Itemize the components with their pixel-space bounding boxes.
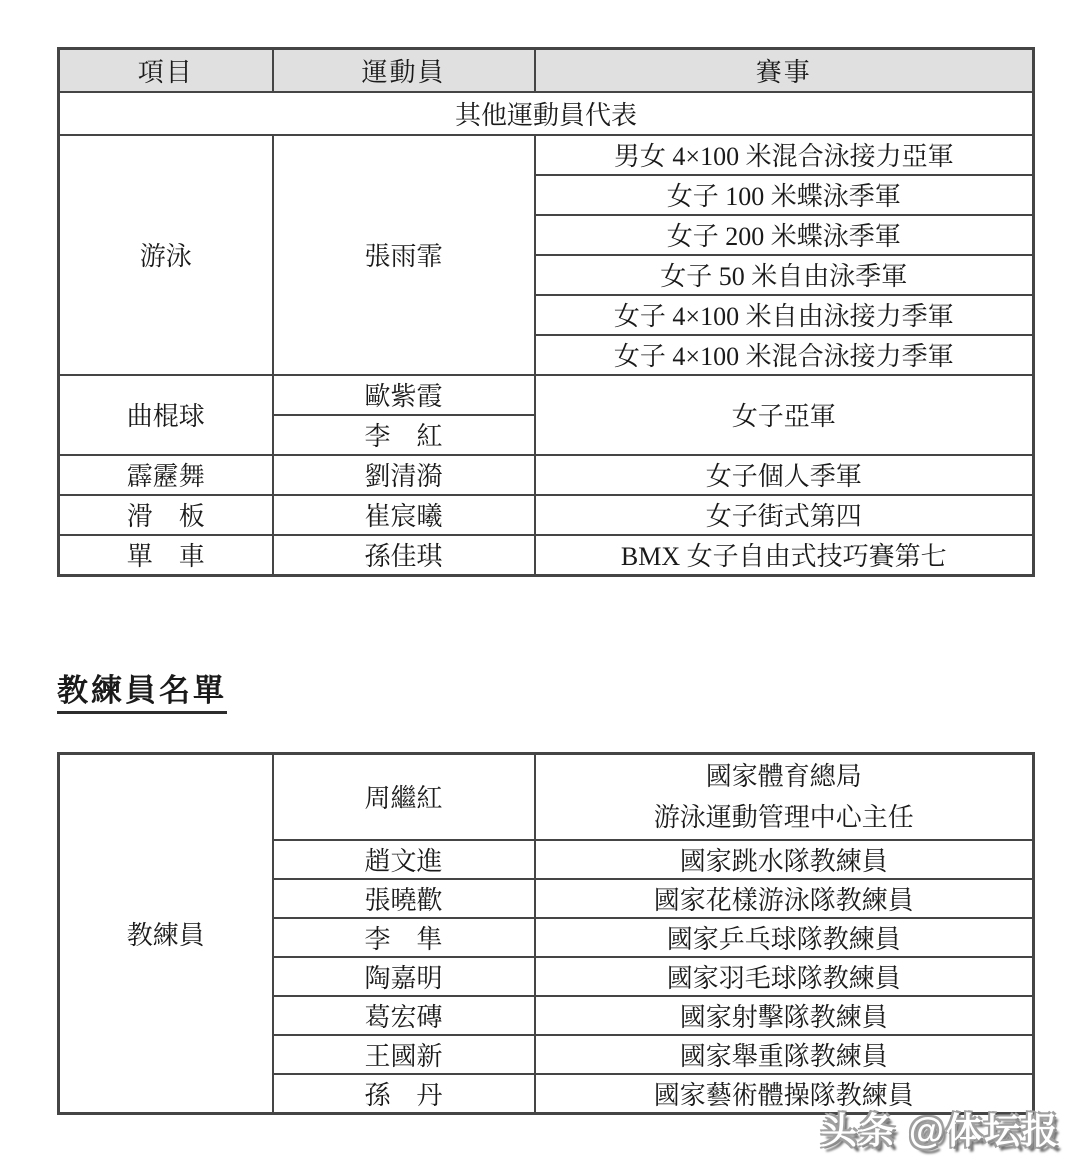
header-event: 賽事 <box>535 49 1034 92</box>
sport-cycling: 單 車 <box>59 535 273 576</box>
table-row <box>59 754 1034 840</box>
table-row <box>59 375 1034 415</box>
sport-skateboard: 滑 板 <box>59 495 273 535</box>
coach-desc-cell: 國家跳水隊教練員 <box>535 840 1034 879</box>
event-cell: 女子 100 米蝶泳季軍 <box>535 175 1034 215</box>
athlete-li-hong: 李 紅 <box>273 415 535 455</box>
coach-desc-line: 國家體育總局 <box>705 761 862 791</box>
sport-hockey: 曲棍球 <box>59 375 273 455</box>
coach-sun-dan: 孫 丹 <box>273 1074 535 1114</box>
table-header-row <box>59 49 1034 92</box>
event-cell: 女子亞軍 <box>535 375 1034 455</box>
coaches-table <box>57 752 1035 1115</box>
coach-desc-cell: 國家射擊隊教練員 <box>535 996 1034 1035</box>
event-cell: 女子街式第四 <box>535 495 1034 535</box>
coach-desc-cell: 國家乒乓球隊教練員 <box>535 918 1034 957</box>
role-label: 教練員 <box>59 754 273 1114</box>
table-row <box>59 455 1034 495</box>
coach-zhou-jihong: 周繼紅 <box>273 754 535 840</box>
athlete-liu-qingyi: 劉清漪 <box>273 455 535 495</box>
header-athlete: 運動員 <box>273 49 535 92</box>
coach-zhang-xiaohuan: 張曉歡 <box>273 879 535 918</box>
toutiao-watermark: 头条 @体坛报 <box>820 1110 1060 1151</box>
table-row <box>59 135 1034 175</box>
coach-desc-cell: 國家羽毛球隊教練員 <box>535 957 1034 996</box>
coach-desc-cell: 國家舉重隊教練員 <box>535 1035 1034 1074</box>
sport-breaking: 霹靂舞 <box>59 455 273 495</box>
coach-li-sun: 李 隼 <box>273 918 535 957</box>
coach-desc-cell: 國家藝術體操隊教練員 <box>535 1074 1034 1114</box>
coach-tao-jiaming: 陶嘉明 <box>273 957 535 996</box>
coach-zhao-wenjin: 趙文進 <box>273 840 535 879</box>
event-cell: 女子 4×100 米自由泳接力季軍 <box>535 295 1034 335</box>
sport-swimming: 游泳 <box>59 135 273 375</box>
event-cell: 女子 200 米蝶泳季軍 <box>535 215 1034 255</box>
event-cell: 女子 4×100 米混合泳接力季軍 <box>535 335 1034 375</box>
coach-desc-line: 游泳運動管理中心主任 <box>653 802 914 832</box>
section-row-label: 其他運動員代表 <box>59 92 1034 135</box>
event-cell: 女子個人季軍 <box>535 455 1034 495</box>
event-cell: BMX 女子自由式技巧賽第七 <box>535 535 1034 576</box>
athlete-zhang-yufei: 張雨霏 <box>273 135 535 375</box>
coach-desc-cell <box>535 754 1034 840</box>
athletes-table <box>57 47 1035 577</box>
coach-wang-guoxin: 王國新 <box>273 1035 535 1074</box>
table-row <box>59 495 1034 535</box>
athlete-sun-jiaqi: 孫佳琪 <box>273 535 535 576</box>
athlete-ou-zixia: 歐紫霞 <box>273 375 535 415</box>
section-row <box>59 92 1034 135</box>
coaches-section-title: 教練員名單 <box>57 674 227 714</box>
coach-desc-cell: 國家花樣游泳隊教練員 <box>535 879 1034 918</box>
coach-ge-hongzhuan: 葛宏磚 <box>273 996 535 1035</box>
event-cell: 女子 50 米自由泳季軍 <box>535 255 1034 295</box>
table-row <box>59 535 1034 576</box>
header-sport: 項目 <box>59 49 273 92</box>
athlete-cui-chenxi: 崔宸曦 <box>273 495 535 535</box>
event-cell: 男女 4×100 米混合泳接力亞軍 <box>535 135 1034 175</box>
